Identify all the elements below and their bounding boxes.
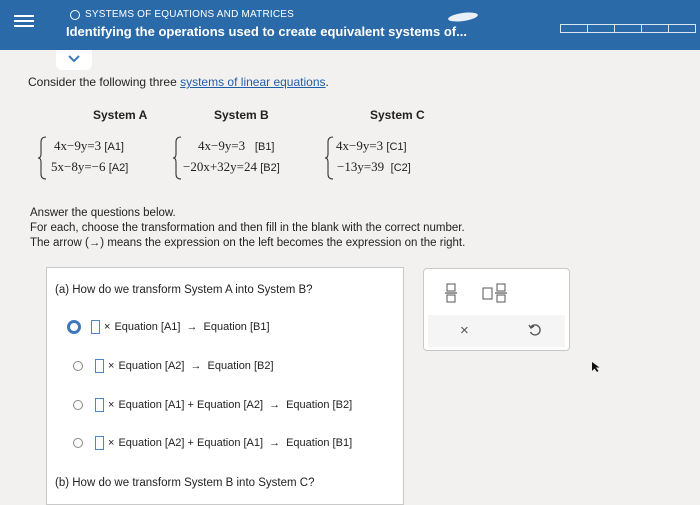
collapse-toggle[interactable]: [56, 50, 92, 70]
progress-indicator: [560, 24, 695, 33]
option-left: Equation [A1] + Equation [A2]: [118, 399, 264, 411]
brace-icon: [324, 136, 334, 180]
arrow-icon: →: [269, 437, 281, 449]
progress-segment: [560, 24, 588, 33]
arrow-icon: →: [269, 399, 281, 411]
math-toolbox: [423, 268, 570, 351]
option-right: Equation [B2]: [286, 399, 353, 411]
intro-prefix: Consider the following three: [28, 75, 181, 89]
arrow-icon: →: [186, 321, 198, 333]
equation-b2: −20x+32y=24 [B2]: [183, 159, 280, 174]
radio-button[interactable]: [73, 361, 83, 371]
option-right: Equation [B1]: [203, 321, 270, 333]
arrow-icon: →: [88, 237, 101, 249]
menu-icon[interactable]: [14, 12, 34, 32]
mouse-cursor-icon: [591, 361, 601, 373]
option-a3[interactable]: [73, 398, 352, 412]
systems-link[interactable]: systems of linear equations: [180, 75, 326, 89]
intro-text: [28, 75, 329, 89]
equation-a1: 4x−9y=3 [A1]: [54, 138, 124, 153]
radio-button[interactable]: [73, 438, 83, 448]
system-b-heading: System B: [214, 108, 269, 122]
equation-c2: −13y=39 [C2]: [337, 159, 411, 174]
option-a1[interactable]: [69, 320, 270, 334]
arrow-icon: →: [190, 360, 202, 372]
intro-suffix: .: [325, 75, 329, 89]
progress-segment: [668, 24, 696, 33]
system-a-heading: System A: [93, 108, 148, 122]
option-left: Equation [A2] + Equation [A1]: [118, 437, 264, 449]
question-panel: [46, 267, 404, 505]
instructions-line3: The arrow (→) means the expression on the left becomes the expression on the right.: [30, 237, 466, 249]
times-icon: ×: [108, 360, 115, 372]
option-right: Equation [B2]: [207, 360, 274, 372]
progress-segment: [587, 24, 615, 33]
option-a2[interactable]: [73, 359, 274, 373]
decorative-blob-icon: [448, 11, 479, 23]
question-b-label: (b) How do we transform System B into System C?: [55, 477, 315, 489]
blank-input[interactable]: [91, 320, 100, 334]
page-title: Identifying the operations used to create equivalent systems of...: [66, 24, 467, 39]
option-right: Equation [B1]: [286, 437, 353, 449]
system-c-heading: System C: [370, 108, 425, 122]
blank-input[interactable]: [95, 359, 104, 373]
undo-icon[interactable]: [528, 323, 542, 337]
blank-input[interactable]: [95, 398, 104, 412]
top-bar: [0, 0, 700, 50]
instructions-line2: For each, choose the transformation and then fill in the blank with the correct number.: [30, 222, 465, 234]
topic-label: SYSTEMS OF EQUATIONS AND MATRICES: [85, 9, 295, 20]
equation-c1: 4x−9y=3 [C1]: [336, 138, 407, 153]
blank-input[interactable]: [95, 436, 104, 450]
progress-segment: [614, 24, 642, 33]
topic-row: [70, 9, 294, 20]
option-a4[interactable]: [73, 436, 352, 450]
progress-segment: [641, 24, 669, 33]
clear-icon[interactable]: ×: [460, 322, 469, 339]
brace-icon: [37, 136, 47, 180]
times-icon: ×: [108, 437, 115, 449]
equation-b1: 4x−9y=3 [B1]: [198, 138, 275, 153]
equation-a2: 5x−8y=−6 [A2]: [51, 159, 129, 174]
option-left: Equation [A2]: [118, 360, 185, 372]
fraction-icon[interactable]: [445, 283, 457, 303]
instructions: [30, 206, 465, 251]
option-left: Equation [A1]: [114, 321, 181, 333]
question-a-label: (a) How do we transform System A into System B?: [55, 284, 313, 296]
chevron-down-icon: [68, 55, 80, 63]
brace-icon: [172, 136, 182, 180]
radio-button[interactable]: [73, 400, 83, 410]
radio-button-selected[interactable]: [67, 320, 81, 334]
tool-actions: [428, 315, 565, 347]
times-icon: ×: [108, 399, 115, 411]
mixed-number-icon[interactable]: [482, 283, 508, 303]
instructions-line1: Answer the questions below.: [30, 207, 176, 219]
topic-circle-icon: [70, 10, 80, 20]
times-icon: ×: [104, 321, 111, 333]
